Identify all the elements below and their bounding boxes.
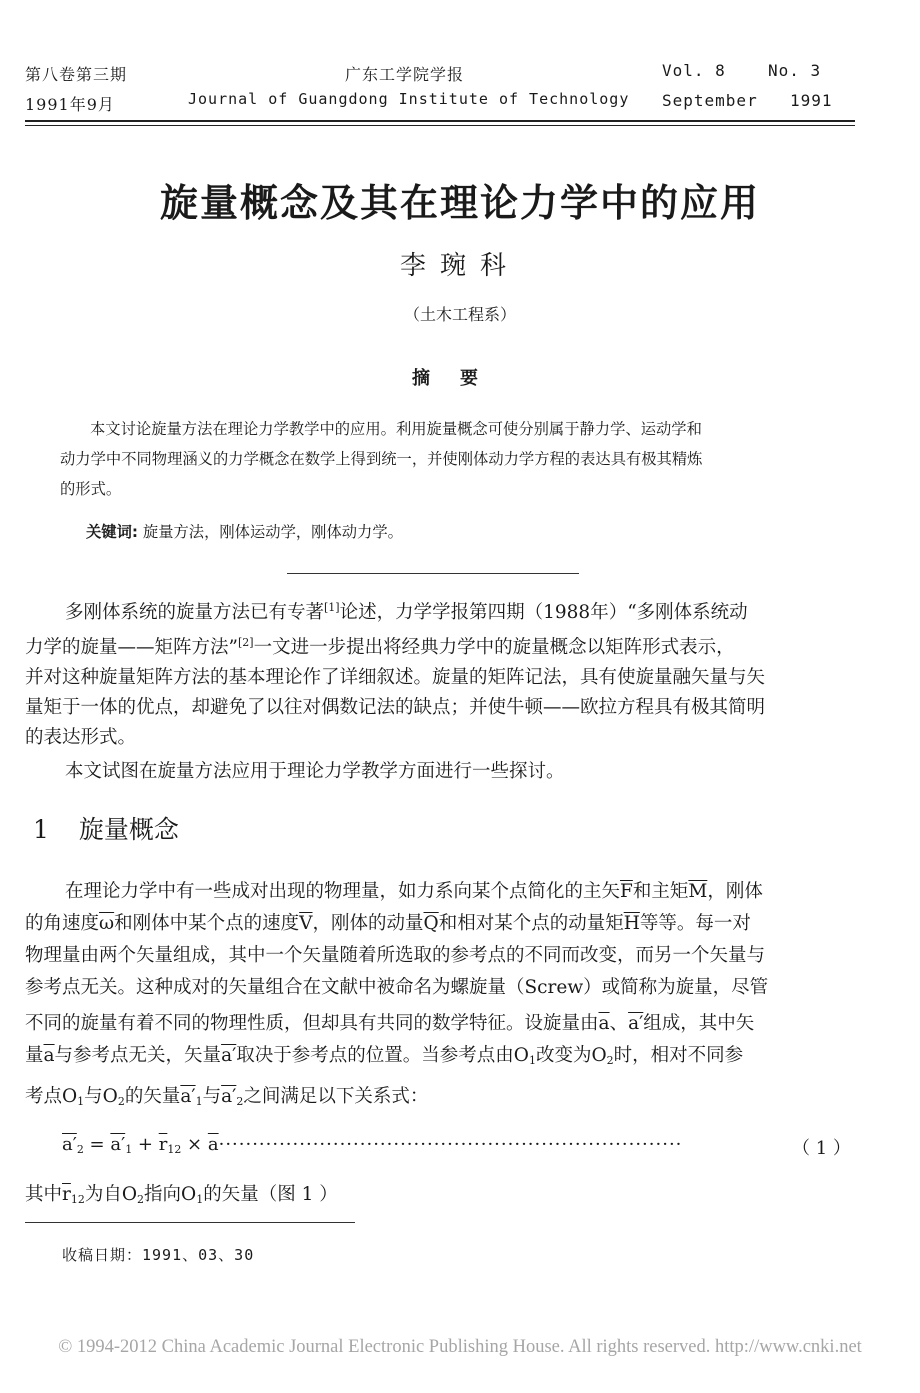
vector-a-prime: a′ <box>628 1013 644 1034</box>
volume-en: Vol. 8 <box>662 61 726 80</box>
keywords <box>86 520 826 542</box>
header-rule-bottom <box>25 125 855 126</box>
abstract-line: 本文讨论旋量方法在理论力学教学中的应用。利用旋量概念可使分别属于静力学、运动学和 <box>90 420 702 438</box>
keywords-text: 旋量方法，刚体运动学，刚体动力学。 <box>142 523 403 541</box>
body-paragraph: 在理论力学中有一些成对出现的物理量，如力系向某个点简化的主矢$\overline{F}$和主矩$\overline{M}$，刚体 的角速度$\overline{\omega}$和刚体中某个点的速度$\overline{V}$，刚体的动量$\overline{Q}$和相对某个点的动量矩$\overline{H}$等等。每一对 物理量由两个矢量组成，其中一个矢量随着所选取的参考点的不同而改变，而另一个矢量与 参考点无关。这种成对的矢量组合在文献中被命名为螺旋量（Screw）或简称为旋量，尽管 不同的旋量有着不同的物理性质，但却具有共同的数学特征。设旋量由$\overline{a}$、a′组成，其中矢 量$\overline{a}$与参考点无关，矢量a′取决于参考点的位置。当参考点由$O_1$改变为$O_2$时，相对不同参 考点$O_1$与$O_2$的矢量$a'_1$与$a'_2$之间满足以下关系式： <box>25 881 769 1108</box>
abstract-body <box>60 414 820 504</box>
vector-H: $\overline{H}$ <box>623 913 640 934</box>
keywords-label: 关键词: <box>86 523 139 541</box>
copyright-notice: © 1994-2012 China Academic Journal Electronic Publishing House. All rights reserved. http://www.cnki.net <box>58 1337 862 1357</box>
paper-title: 旋量概念及其在理论力学中的应用 <box>159 181 760 225</box>
vector-a: $\overline{a}$ <box>598 1013 610 1034</box>
abstract-line: 动力学中不同物理涵义的力学概念在数学上得到统一，并使刚体动力学方程的表达具有极其精炼 <box>60 450 703 468</box>
after-equation-text: 其中$\overline{r}_{12}$为自$O_2$指向$O_1$的矢量（图 1 ） <box>25 1184 338 1206</box>
section-number: 1 <box>33 815 49 844</box>
volume-issue-cn: 第八卷第三期 <box>25 65 128 84</box>
date-cn: 1991年9月 <box>25 95 115 114</box>
equation-number: （ 1 ） <box>792 1138 851 1159</box>
intro-paragraph-2: 本文试图在旋量方法应用于理论力学教学方面进行一些探讨。 <box>65 761 565 782</box>
vector-V: $\overline{V}$ <box>299 913 313 934</box>
equation-1: $a'_2 = a'_1 + \overline{r}_{12} \times \overline{a}\cdot\cdot\cdot\cdot\cdot\cdot\cdot\cdot\cdot\cdot\cdot\cdot\cdot\cdot\cdot\cdot\cdot\cdot\cdot\cdot\cdot\cdot\cdot\cdot\cdot\cdot\cdot\cdot\cdot\cdot\cdot\cdot\cdot\cdot\cdot\cdot\cdot\cdot\cdot\cdot\cdot\cdot\cdot\cdot\cdot\cdot\cdot\cdot\cdot\cdot\cdot\cdot\cdot\cdot\cdot\cdot\cdot\cdot\cdot\cdot\cdot\cdot\cdot\cdot\cdot\cdot\cdot\cdot\cdot$ （ 1 ） <box>62 1134 851 1159</box>
vector-omega: $\overline{\omega}$ <box>99 913 115 934</box>
equation-leader-dots: ····································································· <box>218 1134 683 1155</box>
received-date: 收稿日期：1991、03、30 <box>62 1246 255 1264</box>
vector-M: $\overline{M}$ <box>688 881 708 902</box>
intro-paragraph: 多刚体系统的旋量方法已有专著[1]论述，力学学报第四期（1988年）“多刚体系统动 力学的旋量——矩阵方法”[2]一文进一步提出将经典力学中的旋量概念以矩阵形式表示， 并对这种旋量矩阵方法的基本理论作了详细叙述。旋量的矩阵记法，具有使旋量融矢量与矢 量矩于一体的优点，却避免了以往对偶数记法的缺点；并使牛顿——欧拉方程具有极其简明 的表达形式。 本文试图在旋量方法应用于理论力学教学方面进行一些探讨。 <box>25 593 855 787</box>
citation-1: [1] <box>324 601 340 614</box>
month-en: September <box>662 91 758 110</box>
abstract-line: 的形式。 <box>60 480 122 498</box>
affiliation: （土木工程系） <box>403 305 516 324</box>
header-rule-top <box>25 120 855 122</box>
author-name: 李琬科 <box>399 251 520 281</box>
journal-name-cn: 广东工学院学报 <box>345 65 465 84</box>
abstract-heading: 摘要 <box>412 368 508 389</box>
footnote-rule <box>25 1222 355 1223</box>
separator-line <box>287 573 579 574</box>
journal-name-en: Journal of Guangdong Institute of Technology <box>188 90 630 108</box>
year-en: 1991 <box>790 91 833 110</box>
section-heading <box>33 810 179 846</box>
vector-F: $\overline{F}$ <box>620 881 633 902</box>
citation-2: [2] <box>237 636 254 649</box>
issue-en: No. 3 <box>768 61 822 80</box>
vector-Q: $\overline{Q}$ <box>423 913 439 934</box>
section-title: 旋量概念 <box>78 815 179 844</box>
